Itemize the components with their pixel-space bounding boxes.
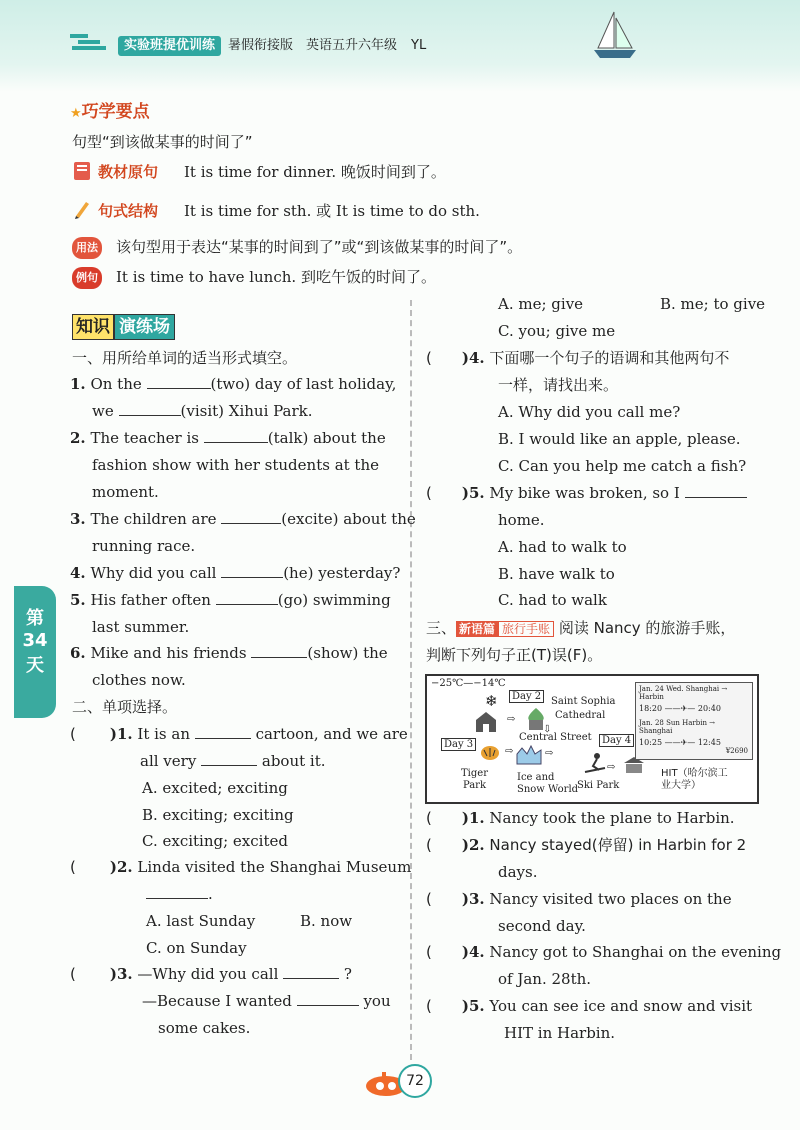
answer-blank[interactable] <box>251 643 307 658</box>
s2-q3: ( )3. —Why did you call ? <box>70 965 352 983</box>
pattern-heading: 句型“到该做某事的时间了” <box>72 133 253 151</box>
s1-item-1: 1. On the (two) day of last holiday, <box>70 375 397 393</box>
book-icon <box>72 160 92 182</box>
logo-icon <box>66 28 114 56</box>
page-number: 72 <box>398 1064 432 1098</box>
s1-item-2-line2: fashion show with her students at the <box>92 456 379 474</box>
ticket2-route: Jan. 28 Sun Harbin → Shanghai <box>639 719 716 735</box>
section2-title: 二、单项选择。 <box>72 698 178 716</box>
s2-q5-option-a[interactable]: A. had to walk to <box>498 538 627 556</box>
temperature-label: −25℃—−14℃ <box>431 678 506 689</box>
s2-q4-option-a[interactable]: A. Why did you call me? <box>498 403 681 421</box>
s2-q1-option-c[interactable]: C. exciting; excited <box>142 832 288 850</box>
s2-q5-option-b[interactable]: B. have walk to <box>498 565 615 583</box>
arrow-icon: ⇨ <box>607 762 616 773</box>
tips-title: ★巧学要点 <box>70 102 150 122</box>
s3-item-5: ( )5. You can see ice and snow and visit <box>426 997 753 1015</box>
pencil-icon <box>72 198 92 220</box>
ticket-price: ¥2690 <box>725 747 748 755</box>
s2-q3-option-b[interactable]: B. me; to give <box>660 295 766 313</box>
answer-blank[interactable] <box>119 401 181 416</box>
answer-blank[interactable] <box>216 590 278 605</box>
textbook-label: 教材原句 <box>98 163 159 181</box>
s2-q3-option-c[interactable]: C. you; give me <box>498 322 616 340</box>
ice-snow-label: Ice and Snow World <box>517 772 579 795</box>
s2-q3-line2: —Because I wanted you <box>142 992 391 1010</box>
section3-title: 三、 新语篇 旅行手账 阅读 Nancy 的旅游手账， <box>426 619 736 637</box>
arrow-icon: ⇨ <box>505 746 514 757</box>
ticket1-times: 18:20 ——✈— 20:40 <box>639 704 721 713</box>
answer-blank[interactable] <box>201 751 257 766</box>
textbook-sentence: It is time for dinner. 晚饭时间到了。 <box>184 163 446 181</box>
s3-item-2-line2: days. <box>498 863 538 881</box>
example-tag: 例句 <box>72 266 102 289</box>
day2-label: Day 2 <box>509 690 544 703</box>
tiger-park-label: Tiger Park <box>461 768 488 791</box>
practice-title: 知识 演练场 <box>72 312 175 337</box>
s3-item-4-line2: of Jan. 28th. <box>498 970 592 988</box>
answer-blank[interactable] <box>204 428 268 443</box>
travel-journal <box>425 674 759 804</box>
cathedral-icon <box>473 710 499 734</box>
cathedral-label: Cathedral <box>555 710 606 721</box>
day3-label: Day 3 <box>441 738 476 751</box>
day4-label: Day 4 <box>599 734 634 747</box>
s2-q2-option-a[interactable]: A. last Sunday <box>146 912 256 930</box>
section3-subtitle: 判断下列句子正(T)误(F)。 <box>426 646 603 664</box>
subject-label: 英语五升六年级 <box>306 38 398 53</box>
s1-item-4: 4. Why did you call (he) yesterday? <box>70 564 401 582</box>
s2-q2-option-b[interactable]: B. now <box>300 912 353 930</box>
answer-blank[interactable] <box>221 563 283 578</box>
s2-q2-option-c[interactable]: C. on Sunday <box>146 939 247 957</box>
s2-q5-line2: home. <box>498 511 545 529</box>
s1-item-3: 3. The children are (excite) about the <box>70 510 416 528</box>
answer-blank[interactable] <box>685 483 747 498</box>
s1-item-2: 2. The teacher is (talk) about the <box>70 429 386 447</box>
column-divider <box>410 300 412 1060</box>
s2-q2: ( )2. Linda visited the Shanghai Museum <box>70 858 412 876</box>
answer-blank[interactable] <box>195 724 251 739</box>
snowflake-icon: ❄ <box>485 692 498 710</box>
s2-q1-line2: all very about it. <box>140 752 326 770</box>
s2-q4: ( )4. 下面哪一个句子的语调和其他两句不 <box>426 349 730 367</box>
sailboat-icon <box>590 8 640 64</box>
s3-item-5-line2: HIT in Harbin. <box>504 1024 616 1042</box>
answer-blank[interactable] <box>146 884 208 899</box>
s3-item-1: ( )1. Nancy took the plane to Harbin. <box>426 809 735 827</box>
s2-q4-line2: 一样，请找出来。 <box>498 376 619 394</box>
s2-q2-line2: . <box>146 884 213 904</box>
s2-q1-option-b[interactable]: B. exciting; exciting <box>142 806 294 824</box>
flight-tickets <box>635 682 753 760</box>
structure-sentence: It is time for sth. 或 It is time to do sth. <box>184 202 480 220</box>
s3-item-2: ( )2. Nancy stayed(停留) in Harbin for 2 <box>426 836 747 854</box>
tiger-icon <box>479 742 501 762</box>
structure-label: 句式结构 <box>98 202 159 220</box>
arrow-icon: ⇨ <box>545 748 554 759</box>
s1-item-5: 5. His father often (go) swimming <box>70 591 391 609</box>
s3-item-3-line2: second day. <box>498 917 586 935</box>
arrow-icon: ⇩ <box>543 724 552 735</box>
answer-blank[interactable] <box>147 374 211 389</box>
s1-item-6-line2: clothes now. <box>92 671 186 689</box>
star-icon: ★ <box>70 106 82 121</box>
example-text: It is time to have lunch. 到吃午饭的时间了。 <box>116 268 436 286</box>
day-side-tab: 第 34 天 <box>14 586 56 718</box>
s2-q3-option-a[interactable]: A. me; give <box>498 295 584 313</box>
answer-blank[interactable] <box>283 964 339 979</box>
usage-tag: 用法 <box>72 236 102 259</box>
series-title: 实验班提优训练 <box>118 36 221 56</box>
answer-blank[interactable] <box>221 509 281 524</box>
s1-item-2-line3: moment. <box>92 483 159 501</box>
central-street-label: Central Street <box>519 732 592 743</box>
s2-q1: ( )1. It is an cartoon, and we are <box>70 725 408 743</box>
skier-icon <box>583 752 607 774</box>
s1-item-3-line2: running race. <box>92 537 196 555</box>
s3-item-4: ( )4. Nancy got to Shanghai on the evening <box>426 943 782 961</box>
s2-q5-option-c[interactable]: C. had to walk <box>498 591 607 609</box>
s2-q5: ( )5. My bike was broken, so I <box>426 483 747 503</box>
s1-item-5-line2: last summer. <box>92 618 190 636</box>
s1-item-1-line2: we (visit) Xihui Park. <box>92 402 313 420</box>
ski-park-label: Ski Park <box>577 780 620 791</box>
answer-blank[interactable] <box>297 991 359 1006</box>
s2-q3-line3: some cakes. <box>158 1019 251 1037</box>
edition-label: 暑假衔接版 <box>228 38 294 53</box>
ice-castle-icon <box>515 742 543 766</box>
ticket1-route: Jan. 24 Wed. Shanghai → Harbin <box>639 685 728 701</box>
saint-sophia-label: Saint Sophia <box>551 696 616 707</box>
s3-item-3: ( )3. Nancy visited two places on the <box>426 890 732 908</box>
section1-title: 一、用所给单词的适当形式填空。 <box>72 349 298 367</box>
s1-item-6: 6. Mike and his friends (show) the <box>70 644 388 662</box>
s2-q1-option-a[interactable]: A. excited; exciting <box>142 779 288 797</box>
ticket2-times: 10:25 ——✈— 12:45 <box>639 738 721 747</box>
arrow-icon: ⇨ <box>507 714 516 725</box>
usage-text: 该句型用于表达“某事的时间到了”或“到该做某事的时间了”。 <box>116 238 523 256</box>
s2-q4-option-c[interactable]: C. Can you help me catch a fish? <box>498 457 747 475</box>
s2-q4-option-b[interactable]: B. I would like an apple, please. <box>498 430 741 448</box>
hit-label: HIT（哈尔滨工 业大学） <box>661 768 728 791</box>
code-label: YL <box>411 38 427 53</box>
